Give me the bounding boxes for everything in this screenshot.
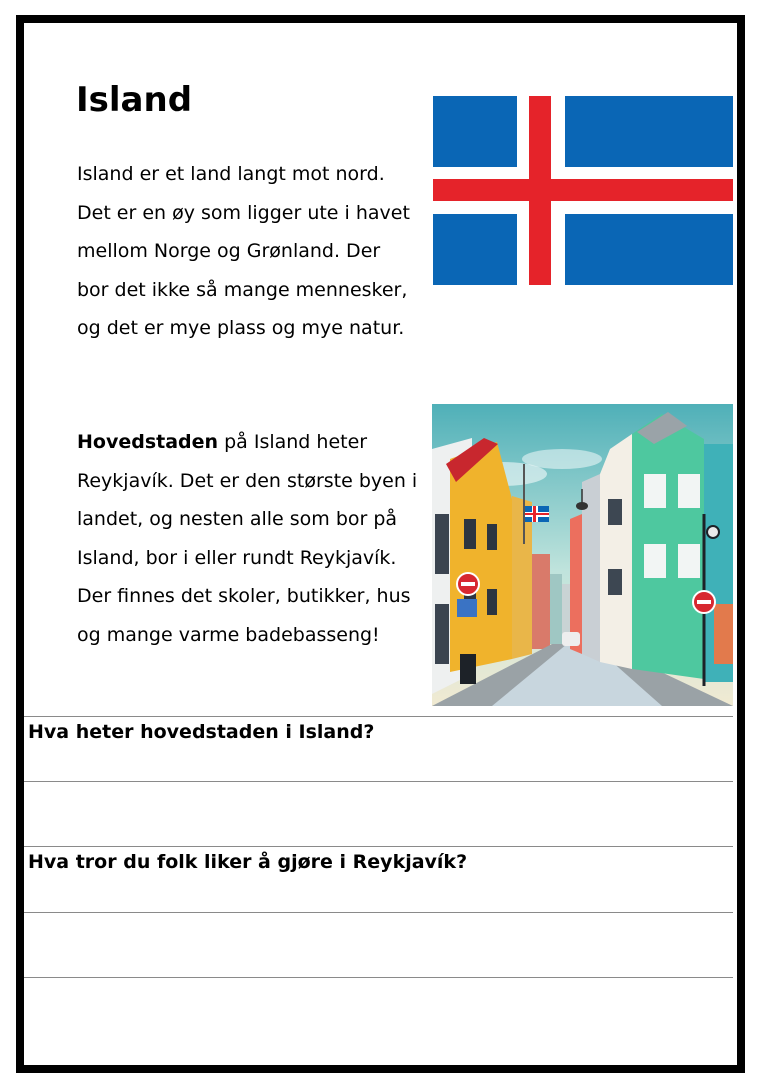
answer-line xyxy=(24,716,733,717)
capital-heading-word: Hovedstaden xyxy=(77,431,219,453)
page-title: Island xyxy=(76,80,193,120)
answer-line[interactable] xyxy=(24,912,733,913)
capital-text: på Island heter Reykjavík. Det er den største byen i landet, og nesten alle som bor på Island, bor i eller rundt Reykjavík. Der finnes det skoler, butikker, hus og mange varme badebasseng! xyxy=(77,431,418,646)
question-2: Hva tror du folk liker å gjøre i Reykjavík? xyxy=(28,851,468,873)
answer-line[interactable] xyxy=(24,781,733,782)
intro-paragraph xyxy=(77,155,677,348)
question-1: Hva heter hovedstaden i Island? xyxy=(28,721,375,743)
intro-text: Island er et land langt mot nord. Det er en øy som ligger ute i havet mellom Norge og Grønland. Der bor det ikke så mange mennesker, og det er mye plass og mye natur. xyxy=(77,163,410,339)
reykjavik-street-illustration xyxy=(432,404,733,706)
answer-line xyxy=(24,846,733,847)
capital-paragraph xyxy=(77,423,427,654)
answer-line[interactable] xyxy=(24,977,733,978)
